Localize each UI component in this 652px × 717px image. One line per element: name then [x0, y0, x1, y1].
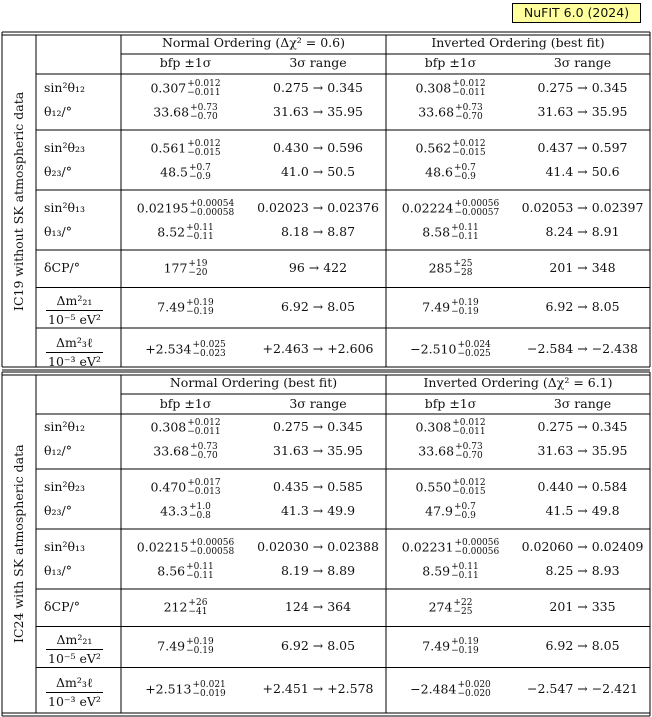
no-central-value: 8.56	[157, 563, 186, 579]
io-error-bounds	[451, 224, 479, 242]
io-bfp-column-header: bfp ±1σ	[424, 396, 477, 411]
no-central-value: 43.3	[160, 503, 188, 519]
io-3sigma-range: 6.92 → 8.05	[545, 299, 620, 314]
no-bfp-value	[121, 417, 250, 438]
no-error-bounds	[188, 260, 207, 278]
io-bfp-value	[386, 297, 515, 318]
no-bfp-value	[121, 102, 250, 123]
no-3sigma-range: 0.275 → 0.345	[273, 80, 363, 95]
no-3sigma-range: 0.435 → 0.585	[273, 479, 363, 494]
parameter-label-numerator: Δm²₃ℓ	[46, 334, 103, 353]
io-bfp-value	[386, 537, 515, 558]
io-3sigma-range: 201 → 348	[549, 260, 616, 275]
io-3sigma-range: 0.275 → 0.345	[537, 419, 628, 434]
io-central-value: 8.59	[422, 563, 451, 579]
no-lower-error: −0.011	[187, 87, 221, 98]
io-error-bounds	[453, 599, 472, 617]
inverted-ordering-header: Inverted Ordering (best fit)	[431, 35, 605, 50]
io-error-bounds	[452, 80, 485, 98]
io-3sigma-range: −2.547 → −2.421	[527, 681, 638, 696]
io-upper-error: +0.7	[453, 501, 476, 512]
io-bfp-value	[386, 198, 515, 219]
side-label-dataset: IC19 without SK atmospheric data	[11, 91, 26, 311]
parameter-label-fraction	[46, 292, 103, 329]
no-error-bounds	[186, 638, 214, 656]
io-lower-error: −0.11	[451, 231, 479, 242]
io-bfp-value	[386, 561, 515, 582]
no-upper-error: +0.73	[190, 441, 218, 452]
no-central-value: 33.68	[153, 104, 190, 120]
parameter-label: θ₁₃/°	[44, 563, 73, 578]
no-bfp-value	[121, 537, 250, 558]
io-3sigma-range: 0.275 → 0.345	[537, 80, 628, 95]
no-central-value: 7.49	[157, 299, 186, 315]
no-upper-error: +0.11	[186, 561, 214, 572]
no-central-value: 0.02215	[136, 539, 189, 555]
io-range-column-header: 3σ range	[553, 55, 612, 70]
parameter-label: θ₁₂/°	[44, 104, 73, 119]
no-error-bounds	[190, 443, 218, 461]
no-upper-error: +0.19	[186, 297, 214, 308]
io-lower-error: −0.11	[451, 570, 479, 581]
no-error-bounds	[190, 104, 218, 122]
io-error-bounds	[451, 563, 479, 581]
no-lower-error: −0.00058	[189, 546, 235, 557]
io-bfp-value	[386, 597, 515, 618]
no-lower-error: −0.013	[187, 486, 221, 497]
no-error-bounds	[187, 140, 220, 158]
io-error-bounds	[454, 200, 499, 218]
no-lower-error: −0.19	[186, 306, 214, 317]
no-lower-error: −20	[188, 267, 208, 278]
no-3sigma-range: 124 → 364	[284, 599, 352, 614]
io-lower-error: −0.011	[452, 87, 486, 98]
no-bfp-value	[121, 297, 250, 318]
no-central-value: +2.513	[145, 681, 192, 697]
no-central-value: 33.68	[153, 443, 190, 459]
parameter-label-numerator: Δm²₃ℓ	[46, 674, 103, 693]
io-3sigma-range: 0.437 → 0.597	[537, 140, 628, 155]
no-upper-error: +0.012	[187, 138, 221, 149]
no-upper-error: +0.7	[188, 162, 211, 173]
no-lower-error: −0.70	[190, 450, 218, 461]
io-central-value: 0.562	[415, 140, 452, 156]
no-3sigma-range: 41.0 → 50.5	[280, 164, 356, 179]
io-3sigma-range: 41.5 → 49.8	[545, 503, 620, 518]
io-3sigma-range: 8.25 → 8.93	[545, 563, 620, 578]
no-3sigma-range: 31.63 → 35.95	[273, 104, 363, 119]
io-lower-error: −0.70	[455, 450, 483, 461]
io-central-value: 0.02231	[401, 539, 454, 555]
parameter-label: θ₁₃/°	[44, 224, 73, 239]
no-lower-error: −0.19	[186, 645, 214, 656]
io-bfp-value	[386, 441, 515, 462]
no-error-bounds	[192, 341, 225, 359]
parameter-label: sin²θ₂₃	[44, 140, 86, 155]
io-central-value: 8.58	[422, 224, 451, 240]
normal-ordering-header: Normal Ordering (Δχ² = 0.6)	[161, 35, 345, 50]
io-bfp-value	[386, 501, 515, 522]
io-bfp-value	[386, 138, 515, 159]
io-central-value: 48.6	[425, 164, 453, 180]
parameter-label: sin²θ₁₃	[44, 539, 86, 554]
no-range-column-header: 3σ range	[289, 55, 347, 70]
io-bfp-value	[386, 258, 515, 279]
io-upper-error: +0.73	[455, 102, 483, 113]
no-3sigma-range: 6.92 → 8.05	[280, 638, 356, 653]
no-lower-error: −41	[188, 606, 208, 617]
io-upper-error: +0.024	[457, 339, 491, 350]
io-3sigma-range: 0.02053 → 0.02397	[521, 200, 644, 215]
no-upper-error: +0.19	[186, 636, 214, 647]
io-lower-error: −0.00057	[454, 207, 500, 218]
no-3sigma-range: 8.19 → 8.89	[280, 563, 356, 578]
no-lower-error: −0.11	[186, 231, 214, 242]
no-bfp-value	[121, 597, 250, 618]
no-bfp-value	[121, 198, 250, 219]
io-bfp-value	[386, 636, 515, 657]
no-bfp-value	[121, 222, 250, 243]
io-lower-error: −0.9	[453, 171, 476, 182]
inverted-ordering-header: Inverted Ordering (Δχ² = 6.1)	[423, 375, 613, 390]
no-upper-error: +0.017	[187, 477, 221, 488]
io-bfp-value	[386, 78, 515, 99]
io-error-bounds	[454, 503, 476, 521]
io-central-value: 274	[428, 599, 453, 615]
no-upper-error: +1.0	[188, 501, 211, 512]
no-error-bounds	[187, 80, 220, 98]
no-lower-error: −0.019	[192, 688, 226, 699]
no-bfp-value	[121, 679, 250, 700]
no-3sigma-range: 8.18 → 8.87	[280, 224, 356, 239]
io-central-value: 285	[428, 260, 453, 276]
no-error-bounds	[188, 599, 207, 617]
no-central-value: 0.561	[150, 140, 187, 156]
no-bfp-value	[121, 477, 250, 498]
io-lower-error: −28	[453, 267, 473, 278]
no-lower-error: −0.023	[192, 348, 226, 359]
no-lower-error: −0.70	[190, 111, 218, 122]
no-central-value: 177	[163, 260, 188, 276]
io-central-value: 7.49	[422, 638, 451, 654]
io-error-bounds	[452, 419, 485, 437]
no-bfp-value	[121, 441, 250, 462]
no-3sigma-range: +2.463 → +2.606	[262, 341, 374, 356]
no-3sigma-range: 0.02023 → 0.02376	[257, 200, 379, 215]
io-bfp-value	[386, 679, 515, 700]
no-upper-error: +0.012	[187, 417, 221, 428]
parameter-label: δCP/°	[44, 599, 80, 614]
io-upper-error: +25	[453, 258, 473, 269]
no-error-bounds	[189, 539, 234, 557]
io-3sigma-range: 31.63 → 35.95	[537, 104, 628, 119]
no-lower-error: −0.9	[188, 171, 211, 182]
io-upper-error: +0.7	[453, 162, 476, 173]
no-bfp-value	[121, 561, 250, 582]
io-upper-error: +0.012	[452, 78, 486, 89]
no-upper-error: +0.021	[192, 679, 226, 690]
io-lower-error: −0.015	[452, 147, 486, 158]
io-bfp-value	[386, 102, 515, 123]
no-central-value: 48.5	[160, 164, 188, 180]
parameter-label: sin²θ₁₂	[44, 419, 86, 434]
io-upper-error: +0.012	[452, 477, 486, 488]
no-bfp-value	[121, 501, 250, 522]
io-error-bounds	[454, 164, 476, 182]
no-central-value: 7.49	[157, 638, 186, 654]
io-bfp-value	[386, 417, 515, 438]
io-central-value: −2.484	[410, 681, 457, 697]
parameter-label: θ₂₃/°	[44, 503, 73, 518]
no-central-value: 0.02195	[136, 200, 189, 216]
io-upper-error: +0.00056	[454, 537, 500, 548]
io-error-bounds	[457, 341, 490, 359]
io-lower-error: −0.015	[452, 486, 486, 497]
no-bfp-column-header: bfp ±1σ	[159, 55, 212, 70]
no-upper-error: +0.73	[190, 102, 218, 113]
io-upper-error: +0.11	[451, 222, 479, 233]
io-lower-error: −25	[453, 606, 473, 617]
io-error-bounds	[452, 140, 485, 158]
io-upper-error: +0.012	[452, 417, 486, 428]
io-error-bounds	[455, 443, 483, 461]
no-central-value: 0.307	[150, 80, 187, 96]
no-error-bounds	[192, 681, 225, 699]
no-bfp-value	[121, 138, 250, 159]
io-upper-error: +22	[453, 597, 473, 608]
no-error-bounds	[189, 503, 211, 521]
no-upper-error: +0.00056	[189, 537, 235, 548]
no-central-value: 212	[163, 599, 188, 615]
side-label-dataset: IC24 with SK atmospheric data	[11, 444, 26, 644]
normal-ordering-header: Normal Ordering (best fit)	[169, 375, 338, 390]
io-lower-error: −0.9	[453, 510, 476, 521]
io-error-bounds	[451, 638, 479, 656]
io-error-bounds	[453, 260, 472, 278]
io-error-bounds	[451, 299, 479, 317]
nufit-version-badge: NuFIT 6.0 (2024)	[512, 3, 641, 23]
no-3sigma-range: 6.92 → 8.05	[280, 299, 356, 314]
parameter-label: δCP/°	[44, 260, 80, 275]
io-central-value: 47.9	[425, 503, 453, 519]
no-upper-error: +0.00054	[189, 198, 235, 209]
no-error-bounds	[186, 563, 214, 581]
io-error-bounds	[454, 539, 499, 557]
io-upper-error: +0.020	[457, 679, 491, 690]
io-upper-error: +0.00056	[454, 198, 500, 209]
no-error-bounds	[189, 200, 234, 218]
no-central-value: 0.308	[150, 419, 187, 435]
io-upper-error: +0.012	[452, 138, 486, 149]
parameter-label-denominator: 10⁻⁵ eV²	[48, 651, 101, 666]
no-bfp-value	[121, 78, 250, 99]
no-upper-error: +0.11	[186, 222, 214, 233]
parameter-label-fraction	[46, 631, 103, 668]
no-error-bounds	[186, 224, 214, 242]
parameter-label-numerator: Δm²₂₁	[46, 292, 103, 311]
io-bfp-value	[386, 162, 515, 183]
io-3sigma-range: 0.440 → 0.584	[537, 479, 628, 494]
no-3sigma-range: 41.3 → 49.9	[280, 503, 356, 518]
io-upper-error: +0.19	[451, 297, 479, 308]
io-central-value: 7.49	[422, 299, 451, 315]
no-bfp-value	[121, 258, 250, 279]
no-upper-error: +0.012	[187, 78, 221, 89]
parameter-label-denominator: 10⁻³ eV²	[48, 354, 101, 369]
io-lower-error: −0.011	[452, 426, 486, 437]
no-error-bounds	[187, 419, 220, 437]
io-3sigma-range: 41.4 → 50.6	[545, 164, 620, 179]
io-central-value: 0.02224	[401, 200, 454, 216]
io-upper-error: +0.11	[451, 561, 479, 572]
io-upper-error: +0.73	[455, 441, 483, 452]
io-lower-error: −0.00056	[454, 546, 500, 557]
no-central-value: +2.534	[145, 341, 192, 357]
io-bfp-value	[386, 339, 515, 360]
parameter-label-fraction	[46, 674, 103, 711]
io-error-bounds	[452, 479, 485, 497]
parameter-label: sin²θ₁₃	[44, 200, 86, 215]
io-lower-error: −0.70	[455, 111, 483, 122]
no-upper-error: +26	[188, 597, 208, 608]
no-3sigma-range: 0.275 → 0.345	[273, 419, 363, 434]
io-bfp-column-header: bfp ±1σ	[424, 55, 477, 70]
io-bfp-value	[386, 222, 515, 243]
io-lower-error: −0.19	[451, 306, 479, 317]
io-upper-error: +0.19	[451, 636, 479, 647]
parameter-label-denominator: 10⁻³ eV²	[48, 694, 101, 709]
no-lower-error: −0.8	[188, 510, 211, 521]
no-error-bounds	[186, 299, 214, 317]
no-3sigma-range: 0.430 → 0.596	[273, 140, 363, 155]
parameter-label: θ₁₂/°	[44, 443, 73, 458]
io-3sigma-range: 6.92 → 8.05	[545, 638, 620, 653]
no-3sigma-range: 96 → 422	[288, 260, 348, 275]
no-error-bounds	[189, 164, 211, 182]
no-central-value: 0.470	[150, 479, 187, 495]
io-3sigma-range: 8.24 → 8.91	[545, 224, 620, 239]
no-bfp-value	[121, 339, 250, 360]
io-range-column-header: 3σ range	[553, 396, 612, 411]
no-lower-error: −0.015	[187, 147, 221, 158]
no-lower-error: −0.011	[187, 426, 221, 437]
io-bfp-value	[386, 477, 515, 498]
io-central-value: 0.550	[415, 479, 452, 495]
io-3sigma-range: 0.02060 → 0.02409	[521, 539, 644, 554]
no-bfp-column-header: bfp ±1σ	[159, 396, 212, 411]
no-3sigma-range: 0.02030 → 0.02388	[257, 539, 379, 554]
no-upper-error: +0.025	[192, 339, 226, 350]
no-range-column-header: 3σ range	[289, 396, 347, 411]
no-3sigma-range: +2.451 → +2.578	[262, 681, 374, 696]
no-bfp-value	[121, 636, 250, 657]
io-3sigma-range: −2.584 → −2.438	[527, 341, 638, 356]
no-bfp-value	[121, 162, 250, 183]
no-lower-error: −0.00058	[189, 207, 235, 218]
io-error-bounds	[455, 104, 483, 122]
parameter-label-denominator: 10⁻⁵ eV²	[48, 312, 101, 327]
io-central-value: −2.510	[410, 341, 457, 357]
no-central-value: 8.52	[157, 224, 186, 240]
parameter-label: θ₂₃/°	[44, 164, 73, 179]
io-error-bounds	[457, 681, 490, 699]
no-upper-error: +19	[188, 258, 208, 269]
io-central-value: 33.68	[418, 104, 455, 120]
no-3sigma-range: 31.63 → 35.95	[273, 443, 363, 458]
io-central-value: 0.308	[415, 80, 452, 96]
parameter-label-numerator: Δm²₂₁	[46, 631, 103, 650]
io-lower-error: −0.19	[451, 645, 479, 656]
parameter-label: sin²θ₂₃	[44, 479, 86, 494]
io-3sigma-range: 31.63 → 35.95	[537, 443, 628, 458]
io-central-value: 0.308	[415, 419, 452, 435]
no-lower-error: −0.11	[186, 570, 214, 581]
parameter-label: sin²θ₁₂	[44, 80, 86, 95]
io-lower-error: −0.020	[457, 688, 491, 699]
no-error-bounds	[187, 479, 220, 497]
io-central-value: 33.68	[418, 443, 455, 459]
io-lower-error: −0.025	[457, 348, 491, 359]
io-3sigma-range: 201 → 335	[549, 599, 616, 614]
parameter-label-fraction	[46, 334, 103, 371]
